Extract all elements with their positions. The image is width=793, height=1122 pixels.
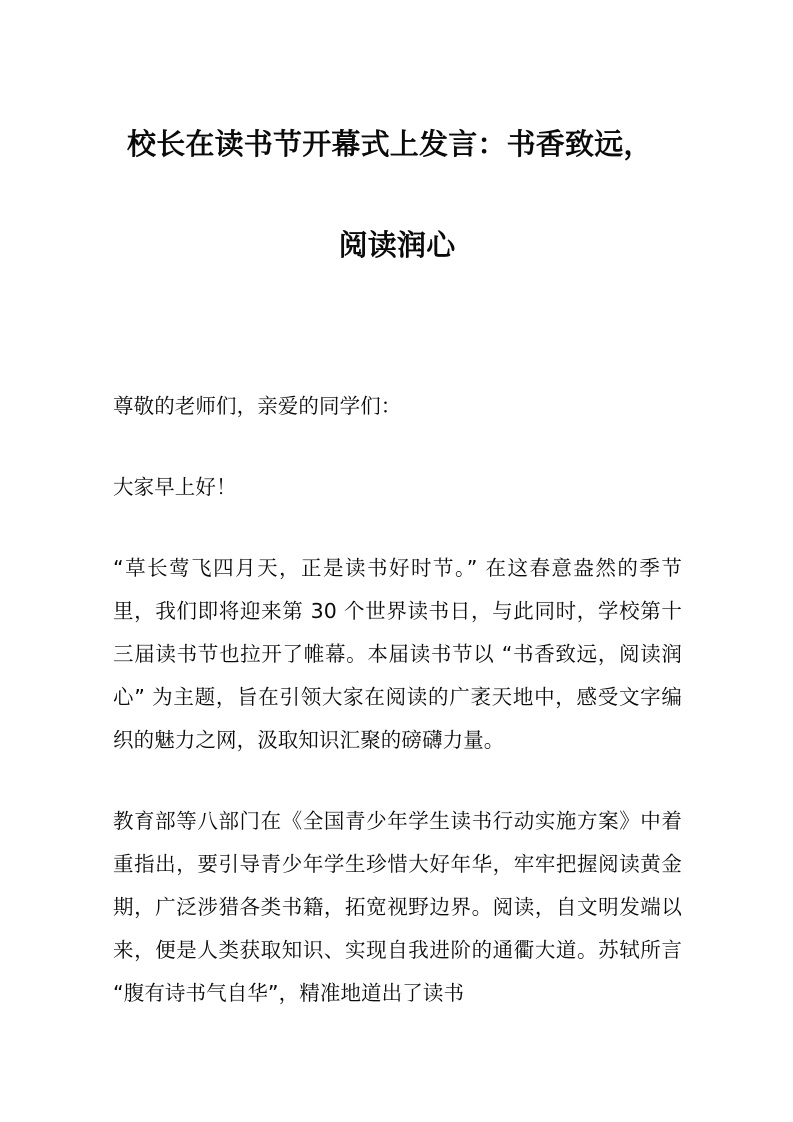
paragraph-opening: “草长莺飞四月天，正是读书好时节。” 在这春意盎然的季节里，我们即将迎来第 30 个世界读书日，与此同时，学校第十三届读书节也拉开了帷幕。本届读书节以 “书香致远，阅读润心” 为主题，旨在引领大家在阅读的广袤天地中，感受文字编织的魅力之网，汲取知识汇聚的磅礴力量。: [113, 556, 682, 752]
page-title-line-1: 校长在读书节开幕式上发言：书香致远，: [127, 127, 653, 161]
document-body: [113, 385, 682, 1015]
page-title: [113, 118, 681, 271]
page-title-line-2: 阅读润心: [338, 228, 456, 262]
paragraph-salutation: 尊敬的老师们，亲爱的同学们：: [113, 394, 402, 418]
paragraph-policy: 教育部等八部门在《全国青少年学生读书行动实施方案》中着重指出，要引导青少年学生珍惜大好年华，牢牢把握阅读黄金期，广泛涉猎各类书籍，拓宽视野边界。阅读，自文明发端以来，便是人类获取知识、实现自我进阶的通衢大道。苏轼所言 “腹有诗书气自华”，精准地道出了读书: [113, 809, 682, 1005]
paragraph-greeting: 大家早上好！: [113, 475, 237, 499]
